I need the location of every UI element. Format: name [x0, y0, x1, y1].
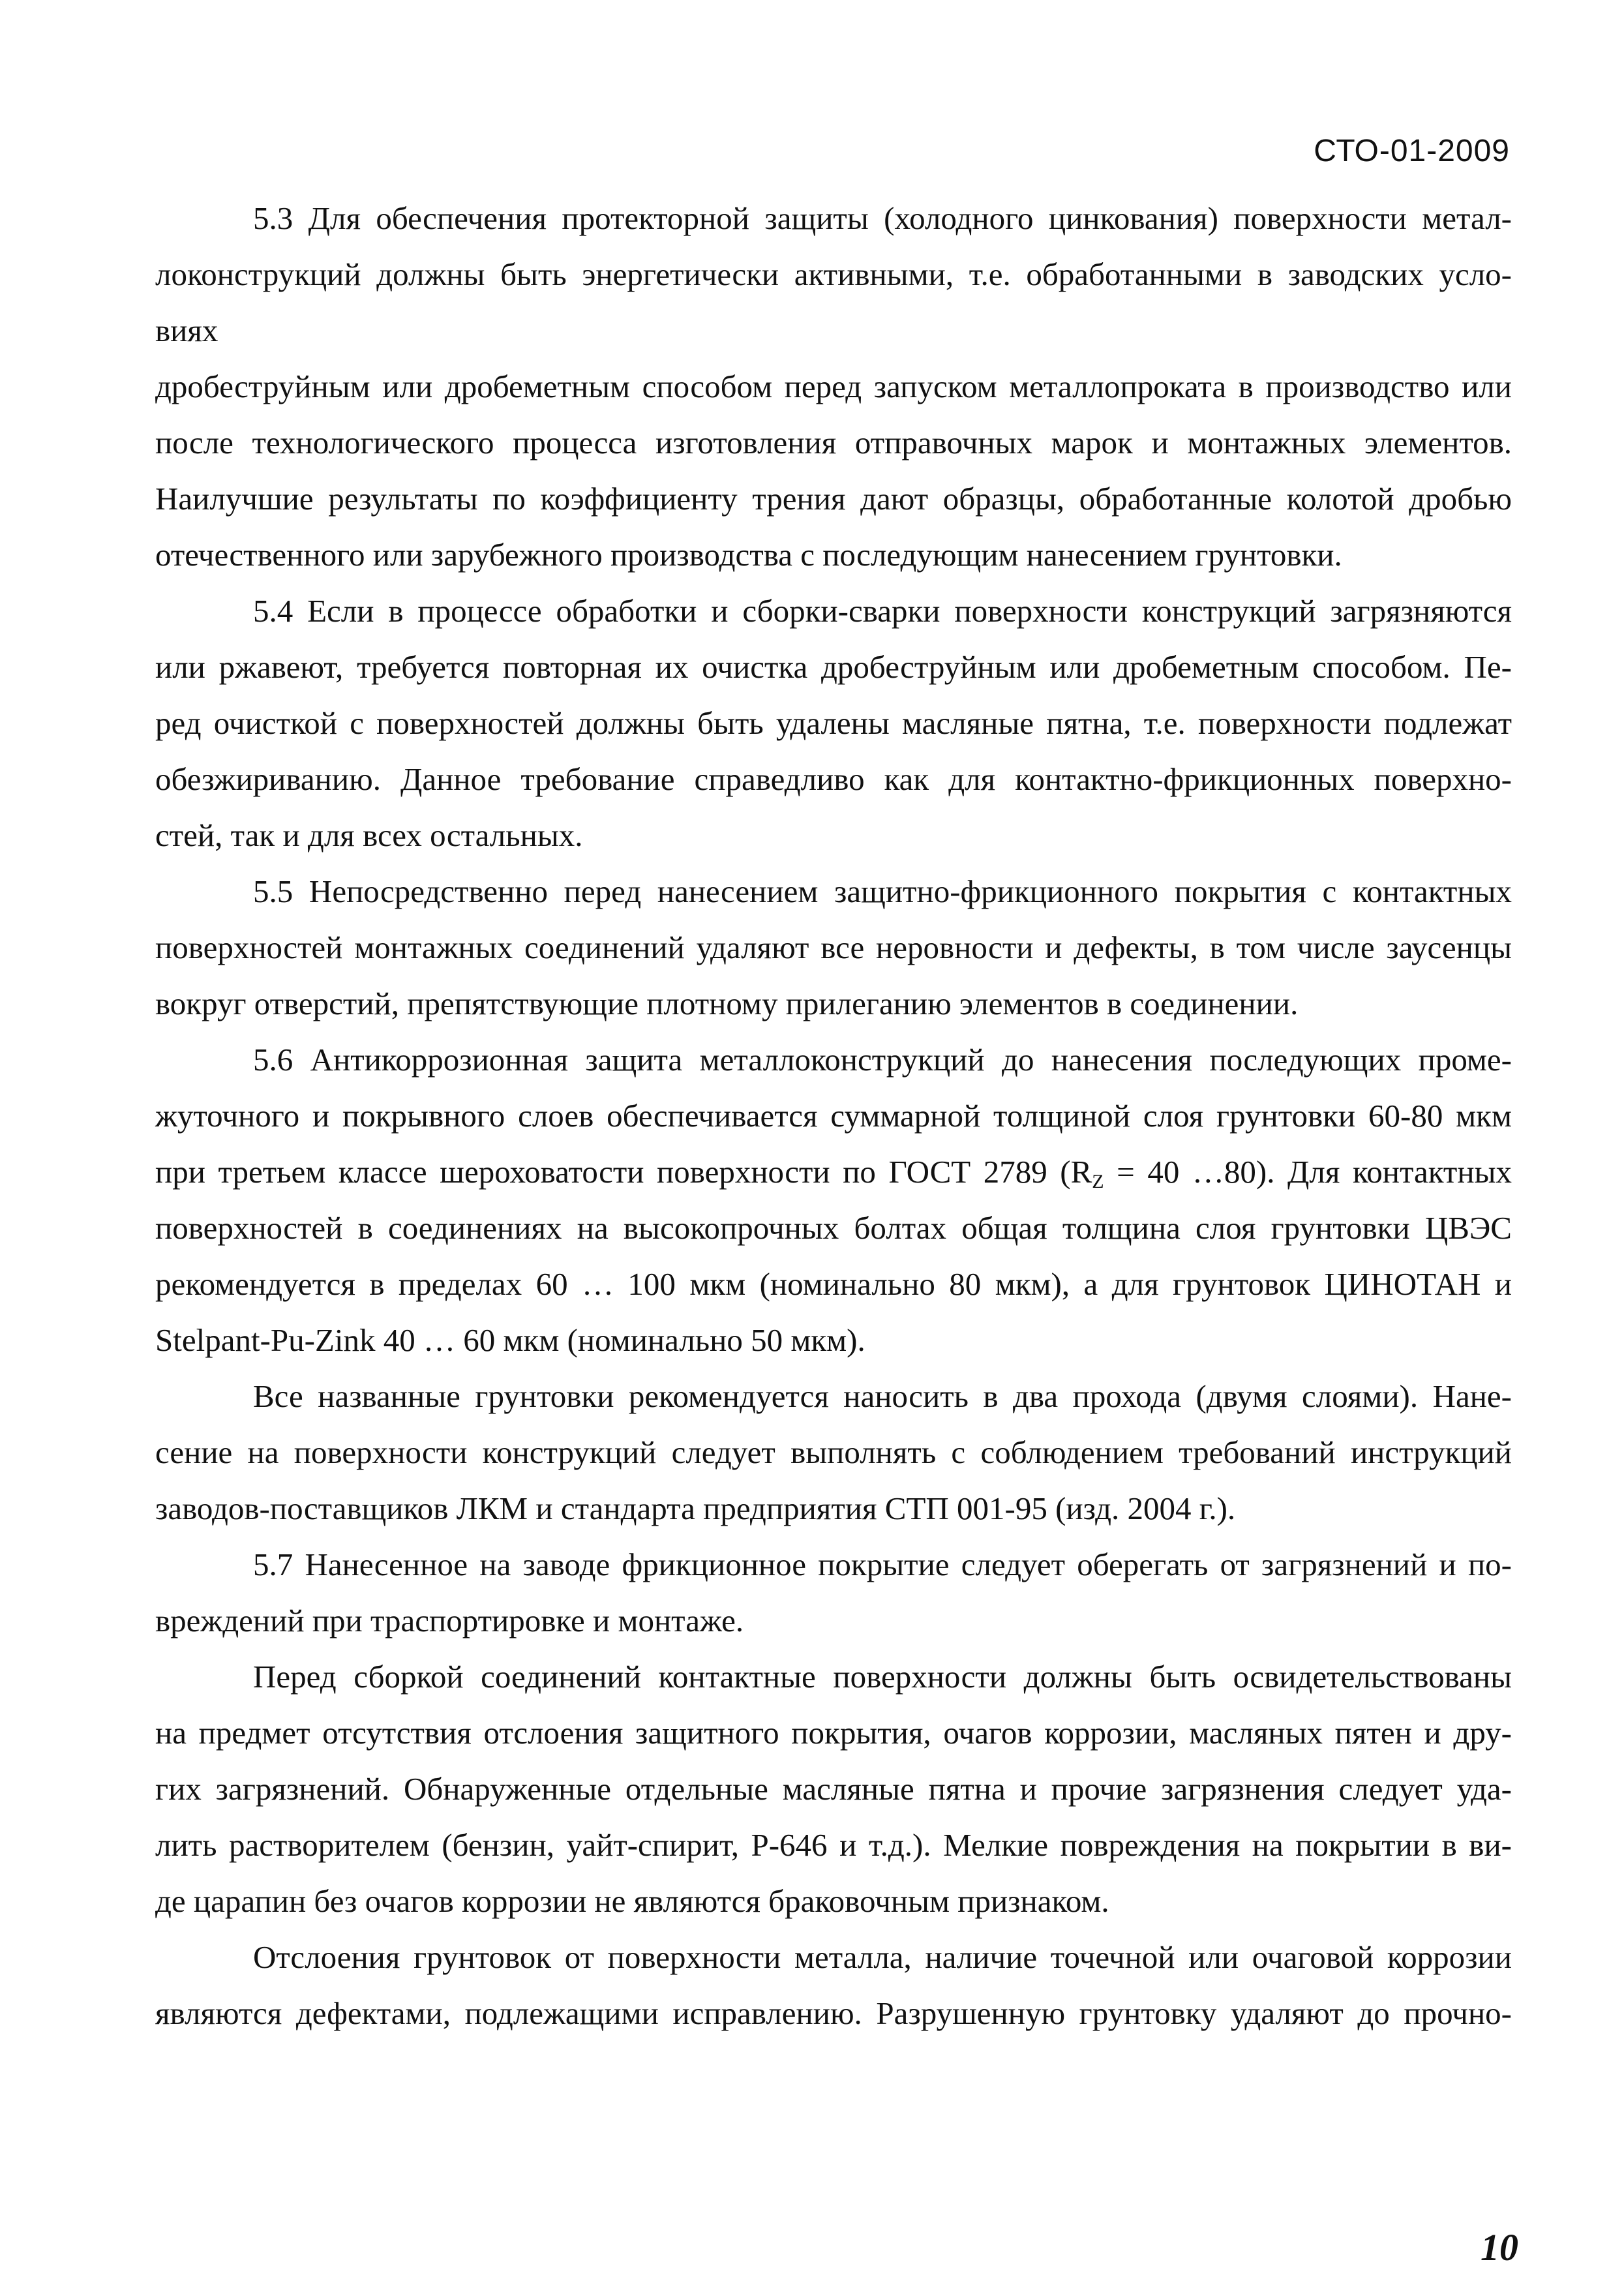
text-line: сение на поверхности конструкций следует выполнять с соблюдением требований инструкций: [155, 1434, 1512, 1470]
page-number: 10: [1481, 2226, 1518, 2269]
text-line: отечественного или зарубежного производства с последующим нанесением грунтовки.: [155, 537, 1342, 573]
text-line: Перед сборкой соединений контактные поверхности должны быть освидетельствованы: [253, 1659, 1512, 1695]
text-line: или ржавеют, требуется повторная их очистка дробеструйным или дробеметным способом. Пе-: [155, 649, 1512, 685]
text-line: вокруг отверстий, препятствующие плотному прилеганию элементов в соединении.: [155, 986, 1299, 1021]
text-line: 5.7 Нанесенное на заводе фрикционное покрытие следует оберегать от загрязнений и по-: [253, 1547, 1512, 1582]
text-line-formula: [155, 1153, 1512, 1192]
text-line: локонструкций должны быть энергетически активными, т.е. обработанными в заводских усло-: [155, 256, 1512, 292]
text-line: 5.5 Непосредственно перед нанесением защитно-фрикционного покрытия с контактных: [253, 873, 1512, 909]
text-line: 5.6 Антикоррозионная защита металлоконструкций до нанесения последующих проме-: [253, 1042, 1512, 1078]
text-line: жуточного и покрывного слоев обеспечивается суммарной толщиной слоя грунтовки 60-80 мкм: [155, 1098, 1512, 1134]
text-line: гих загрязнений. Обнаруженные отдельные масляные пятна и прочие загрязнения следует уда-: [155, 1771, 1512, 1807]
text-line: после технологического процесса изготовления отправочных марок и монтажных элементов.: [155, 425, 1512, 460]
text-line: Отслоения грунтовок от поверхности металла, наличие точечной или очаговой коррозии: [253, 1939, 1512, 1975]
text-line: Наилучшие результаты по коэффициенту трения дают образцы, обработанные колотой дробью: [155, 481, 1512, 517]
document-code: СТО-01-2009: [1314, 134, 1510, 168]
text-line: лить растворителем (бензин, уайт-спирит, Р-646 и т.д.). Мелкие повреждения на покрытии в ви-: [155, 1827, 1512, 1863]
text-line: ред очисткой с поверхностей должны быть удалены масляные пятна, т.е. поверхности подлежат: [155, 705, 1512, 741]
text-segment: = 40 …80). Для контактных: [1104, 1154, 1512, 1190]
text-line: вреждений при траспортировке и монтаже.: [155, 1603, 744, 1638]
text-line: стей, так и для всех остальных.: [155, 817, 583, 853]
text-line: 5.4 Если в процессе обработки и сборки-сварки поверхности конструкций загрязняются: [253, 593, 1512, 629]
text-line: рекомендуется в пределах 60 … 100 мкм (номинально 80 мкм), а для грунтовок ЦИНОТАН и: [155, 1266, 1512, 1302]
text-line: де царапин без очагов коррозии не являются браковочным признаком.: [155, 1883, 1109, 1919]
text-line: являются дефектами, подлежащими исправлению. Разрушенную грунтовку удаляют до прочно-: [155, 1995, 1512, 2031]
text-line: обезжириванию. Данное требование справедливо как для контактно-фрикционных поверхно-: [155, 761, 1512, 797]
text-segment: при третьем классе шероховатости поверхности по ГОСТ 2789 (R: [155, 1154, 1092, 1190]
text-line: заводов-поставщиков ЛКМ и стандарта предприятия СТП 001-95 (изд. 2004 г.).: [155, 1490, 1236, 1526]
text-line: поверхностей монтажных соединений удаляют все неровности и дефекты, в том числе заусенцы: [155, 929, 1512, 965]
text-line: виях: [155, 312, 218, 348]
text-line: поверхностей в соединениях на высокопрочных болтах общая толщина слоя грунтовки ЦВЭС: [155, 1210, 1512, 1246]
text-line: Stelpant-Pu-Zink 40 … 60 мкм (номинально 50 мкм).: [155, 1322, 865, 1358]
text-line: 5.3 Для обеспечения протекторной защиты (холодного цинкования) поверхности метал-: [253, 200, 1512, 236]
text-line: на предмет отсутствия отслоения защитного покрытия, очагов коррозии, масляных пятен и дру-: [155, 1715, 1512, 1751]
subscript: Z: [1092, 1171, 1104, 1192]
text-line: Все названные грунтовки рекомендуется наносить в два прохода (двумя слоями). Нане-: [253, 1378, 1512, 1414]
text-line: дробеструйным или дробеметным способом перед запуском металлопроката в производство или: [155, 369, 1512, 404]
